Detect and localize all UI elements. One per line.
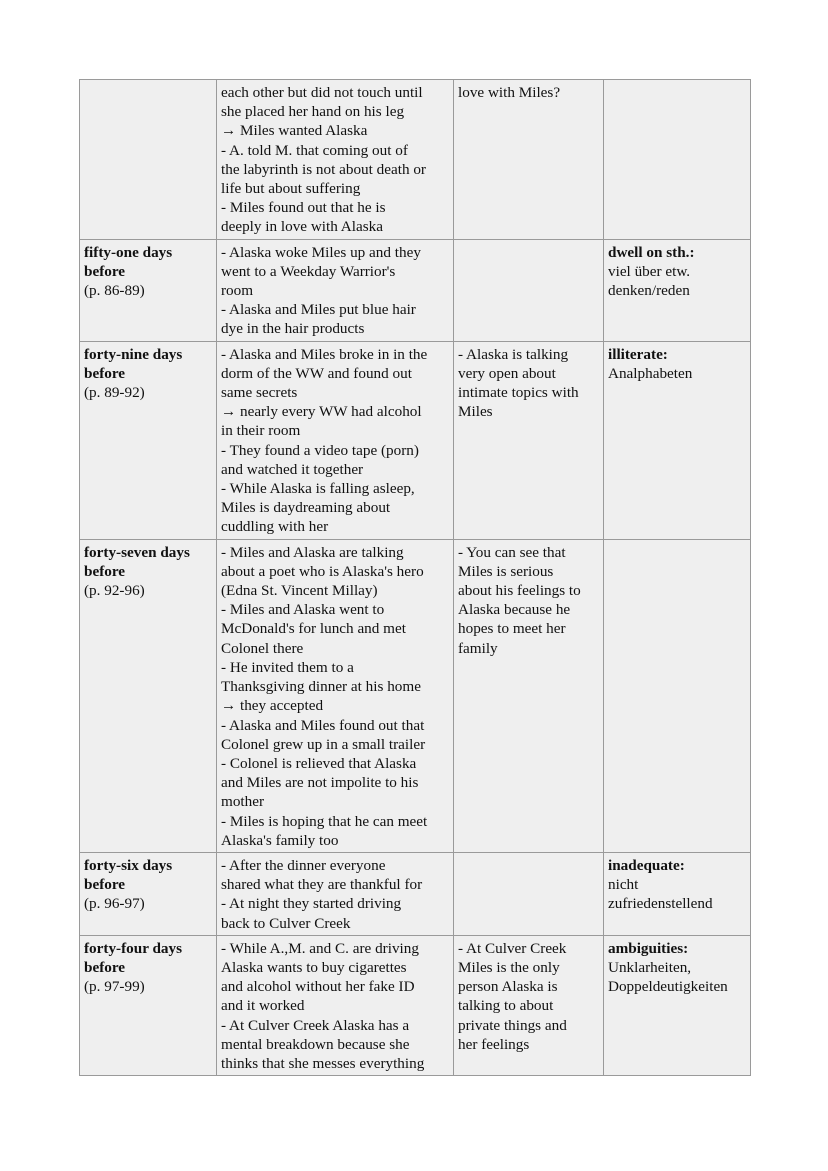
events-cell bbox=[217, 239, 454, 341]
chapter-pages: (p. 92-96) bbox=[84, 582, 145, 600]
event-line: dorm of the WW and found out bbox=[221, 364, 412, 382]
chapter-title-line: before bbox=[84, 262, 126, 280]
analysis-line: private things and bbox=[458, 1016, 567, 1034]
analysis-line: very open about bbox=[458, 364, 556, 382]
analysis-line: Alaska because he bbox=[458, 601, 571, 619]
event-line: she placed her hand on his leg bbox=[221, 103, 405, 121]
event-line: dye in the hair products bbox=[221, 320, 365, 338]
event-line: - At night they started driving bbox=[221, 895, 402, 913]
vocab-cell bbox=[604, 935, 751, 1075]
vocab-cell bbox=[604, 539, 751, 852]
event-line: each other but did not touch until bbox=[221, 84, 423, 101]
event-line: - Alaska and Miles broke in in the bbox=[221, 345, 428, 363]
table-body bbox=[80, 80, 751, 1076]
event-line: Colonel there bbox=[221, 639, 304, 657]
chapter-title-line: fifty-one days bbox=[84, 243, 173, 261]
vocab-translation: Doppeldeutigkeiten bbox=[608, 978, 728, 996]
event-line: in their room bbox=[221, 422, 301, 440]
chapter-cell bbox=[80, 852, 217, 935]
vocab-translation: Analphabeten bbox=[608, 364, 693, 382]
chapter-cell bbox=[80, 539, 217, 852]
chapter-title-line: forty-nine days bbox=[84, 345, 183, 363]
event-line: shared what they are thankful for bbox=[221, 876, 423, 894]
event-line: Miles is daydreaming about bbox=[221, 499, 391, 517]
chapter-notes-table bbox=[79, 79, 751, 1076]
event-line: back to Culver Creek bbox=[221, 914, 351, 932]
event-line: Alaska's family too bbox=[221, 831, 339, 849]
event-line: → they accepted bbox=[221, 697, 324, 715]
chapter-title-line: before bbox=[84, 562, 126, 580]
event-line: - Alaska woke Miles up and they bbox=[221, 243, 421, 261]
analysis-line: love with Miles? bbox=[458, 84, 561, 101]
chapter-pages: (p. 97-99) bbox=[84, 978, 145, 996]
chapter-title-line: forty-six days bbox=[84, 856, 173, 874]
vocab-term: inadequate: bbox=[608, 856, 685, 874]
vocab-cell bbox=[604, 80, 751, 240]
event-line: - Miles and Alaska are talking bbox=[221, 543, 404, 561]
chapter-cell bbox=[80, 239, 217, 341]
event-line: deeply in love with Alaska bbox=[221, 218, 383, 236]
chapter-pages: (p. 89-92) bbox=[84, 384, 145, 402]
event-line: → nearly every WW had alcohol bbox=[221, 403, 422, 421]
event-line: Colonel grew up in a small trailer bbox=[221, 735, 426, 753]
chapter-pages: (p. 96-97) bbox=[84, 895, 145, 913]
vocab-cell bbox=[604, 239, 751, 341]
event-line: - Miles found out that he is bbox=[221, 199, 386, 217]
analysis-line: - At Culver Creek bbox=[458, 939, 567, 957]
vocab-translation: denken/reden bbox=[608, 282, 690, 300]
analysis-line: about his feelings to bbox=[458, 582, 581, 600]
event-line: mother bbox=[221, 793, 265, 811]
event-line: - Colonel is relieved that Alaska bbox=[221, 754, 417, 772]
events-cell bbox=[217, 539, 454, 852]
event-line: - At Culver Creek Alaska has a bbox=[221, 1016, 410, 1034]
chapter-title-line: forty-four days bbox=[84, 939, 183, 957]
analysis-line: - You can see that bbox=[458, 543, 566, 561]
analysis-line: intimate topics with bbox=[458, 384, 579, 402]
event-line: mental breakdown because she bbox=[221, 1035, 410, 1053]
event-line: room bbox=[221, 282, 254, 300]
event-line: and Miles are not impolite to his bbox=[221, 774, 419, 792]
vocab-term: dwell on sth.: bbox=[608, 243, 695, 261]
analysis-cell bbox=[454, 935, 604, 1075]
chapter-title-line: before bbox=[84, 876, 126, 894]
event-line: - While Alaska is falling asleep, bbox=[221, 480, 415, 498]
event-line: Alaska wants to buy cigarettes bbox=[221, 958, 407, 976]
event-line: - Alaska and Miles found out that bbox=[221, 716, 425, 734]
events-cell bbox=[217, 852, 454, 935]
event-line: same secrets bbox=[221, 384, 298, 402]
table-row bbox=[80, 935, 751, 1075]
event-line: and alcohol without her fake ID bbox=[221, 978, 415, 996]
analysis-line: family bbox=[458, 639, 498, 657]
chapter-pages: (p. 86-89) bbox=[84, 282, 145, 300]
event-line: - He invited them to a bbox=[221, 658, 354, 676]
event-line: went to a Weekday Warrior's bbox=[221, 262, 396, 280]
analysis-cell bbox=[454, 80, 604, 240]
document-page bbox=[79, 79, 750, 1076]
analysis-line: hopes to meet her bbox=[458, 620, 566, 638]
event-line: - Alaska and Miles put blue hair bbox=[221, 301, 416, 319]
events-cell bbox=[217, 935, 454, 1075]
event-line: Thanksgiving dinner at his home bbox=[221, 678, 421, 696]
event-line: and it worked bbox=[221, 997, 305, 1015]
analysis-line: talking to about bbox=[458, 997, 554, 1015]
event-line: the labyrinth is not about death or bbox=[221, 160, 426, 178]
table-row bbox=[80, 239, 751, 341]
event-line: - Miles is hoping that he can meet bbox=[221, 812, 428, 830]
analysis-cell bbox=[454, 239, 604, 341]
event-line: → Miles wanted Alaska bbox=[221, 122, 368, 140]
event-line: - After the dinner everyone bbox=[221, 856, 386, 874]
vocab-term: ambiguities: bbox=[608, 939, 689, 957]
analysis-cell bbox=[454, 539, 604, 852]
vocab-translation: nicht bbox=[608, 876, 639, 894]
analysis-cell bbox=[454, 341, 604, 539]
event-line: about a poet who is Alaska's hero bbox=[221, 562, 424, 580]
chapter-title-line: forty-seven days bbox=[84, 543, 190, 561]
vocab-term: illiterate: bbox=[608, 345, 668, 363]
events-cell bbox=[217, 341, 454, 539]
chapter-cell bbox=[80, 80, 217, 240]
table-row bbox=[80, 539, 751, 852]
event-line: cuddling with her bbox=[221, 518, 329, 536]
table-row bbox=[80, 852, 751, 935]
event-line: - While A.,M. and C. are driving bbox=[221, 939, 419, 957]
event-line: life but about suffering bbox=[221, 180, 361, 198]
event-line: (Edna St. Vincent Millay) bbox=[221, 582, 378, 600]
chapter-cell bbox=[80, 341, 217, 539]
vocab-translation: zufriedenstellend bbox=[608, 895, 713, 913]
event-line: - They found a video tape (porn) bbox=[221, 441, 419, 459]
vocab-cell bbox=[604, 852, 751, 935]
chapter-title-line: before bbox=[84, 364, 126, 382]
vocab-cell bbox=[604, 341, 751, 539]
table-row bbox=[80, 80, 751, 240]
event-line: thinks that she messes everything bbox=[221, 1054, 425, 1072]
analysis-line: Miles is the only bbox=[458, 958, 560, 976]
event-line: - Miles and Alaska went to bbox=[221, 601, 385, 619]
vocab-translation: viel über etw. bbox=[608, 262, 691, 280]
analysis-line: her feelings bbox=[458, 1035, 530, 1053]
event-line: and watched it together bbox=[221, 460, 364, 478]
chapter-title-line: before bbox=[84, 958, 126, 976]
analysis-line: - Alaska is talking bbox=[458, 345, 569, 363]
analysis-line: person Alaska is bbox=[458, 978, 558, 996]
event-line: - A. told M. that coming out of bbox=[221, 141, 408, 159]
vocab-translation: Unklarheiten, bbox=[608, 958, 692, 976]
chapter-cell bbox=[80, 935, 217, 1075]
table-row bbox=[80, 341, 751, 539]
events-cell bbox=[217, 80, 454, 240]
analysis-line: Miles is serious bbox=[458, 562, 554, 580]
event-line: McDonald's for lunch and met bbox=[221, 620, 406, 638]
analysis-line: Miles bbox=[458, 403, 493, 421]
analysis-cell bbox=[454, 852, 604, 935]
